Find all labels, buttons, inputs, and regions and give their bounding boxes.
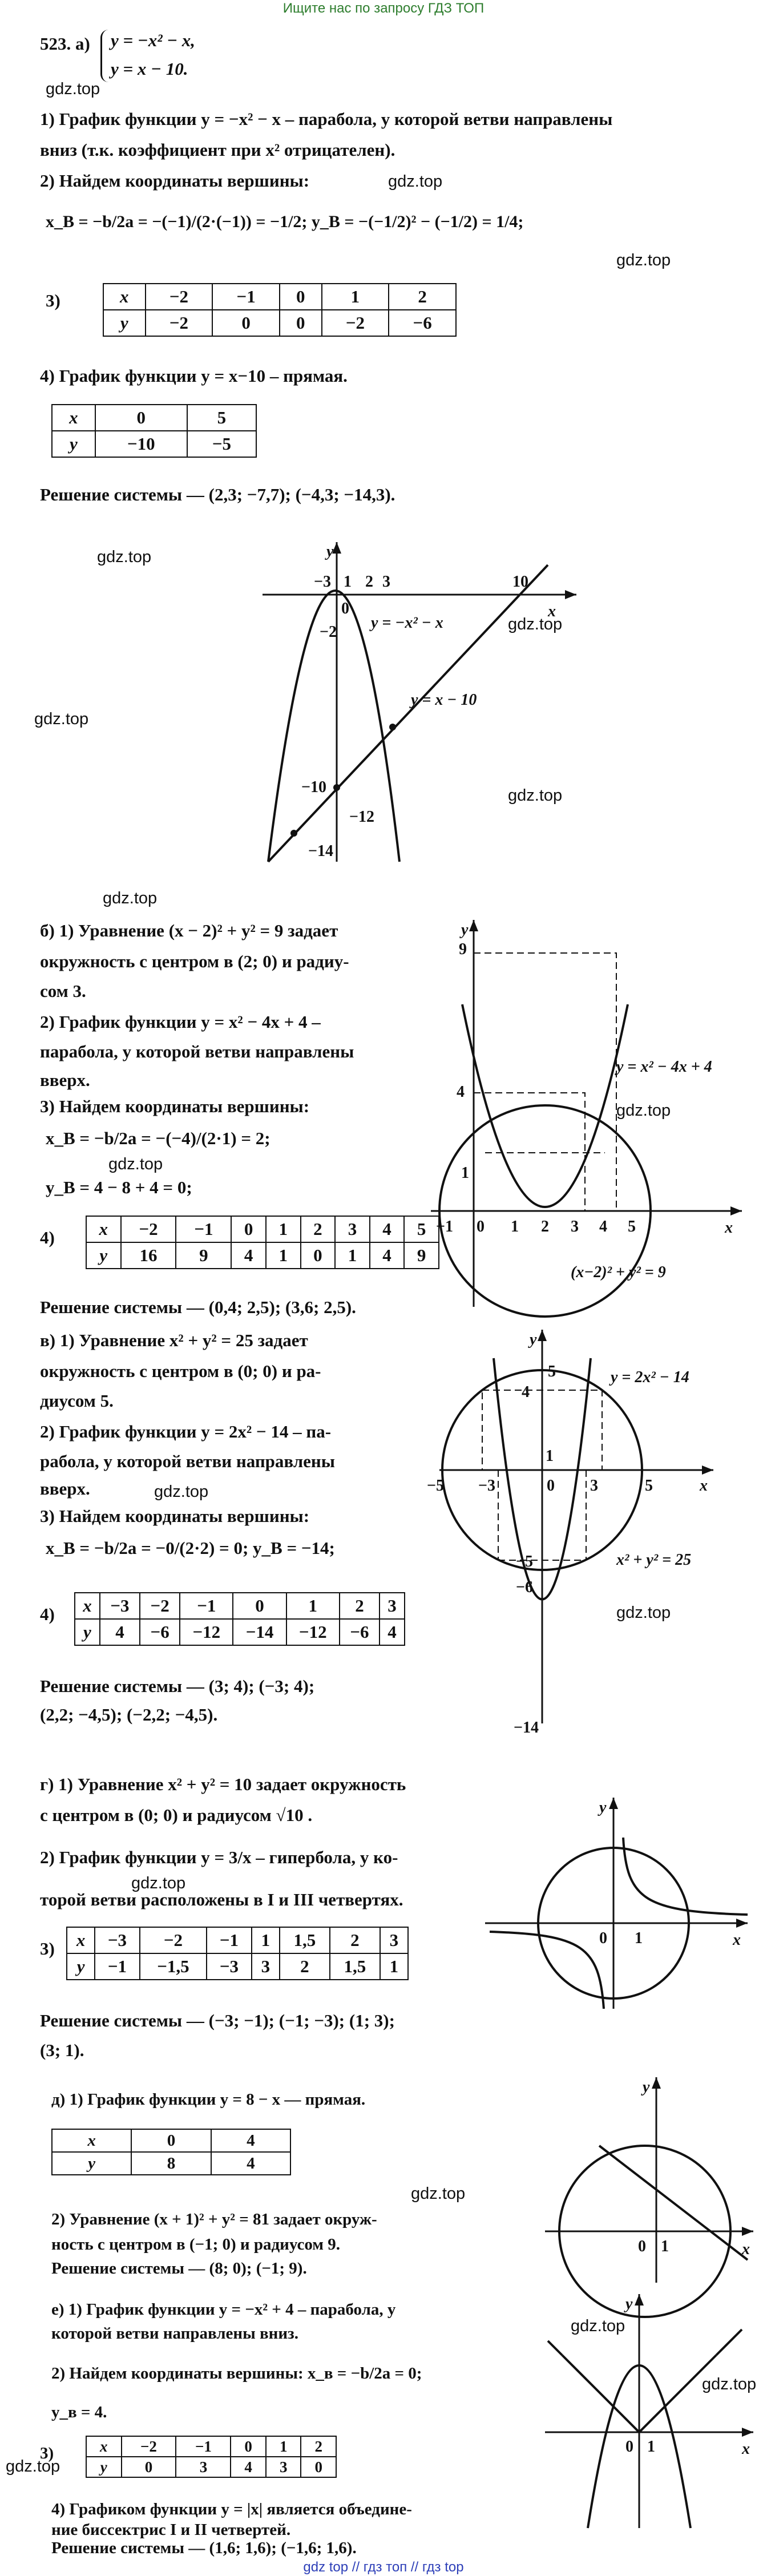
f-line-5: 4) Графиком функции y = |x| является объедине-: [51, 2500, 412, 2518]
table-cell: −6: [389, 310, 456, 336]
b-vertex-x: x_B = −b/2a = −(−4)/(2·1) = 2;: [46, 1128, 271, 1148]
table-cell: 4: [100, 1619, 140, 1645]
tick-label: 5: [645, 1477, 653, 1495]
table-cell: 1: [266, 2436, 301, 2457]
watermark: gdz.top: [508, 786, 563, 805]
watermark: gdz.top: [108, 1155, 163, 1173]
curve-label: y = x − 10: [411, 691, 477, 709]
tick-label: 4: [457, 1083, 465, 1101]
table-cell: 2: [301, 1216, 336, 1242]
b-answer: Решение системы — (0,4; 2,5); (3,6; 2,5).: [40, 1297, 356, 1317]
table-cell: 0: [95, 405, 187, 431]
d-answer-1: Решение системы — (−3; −1); (−1; −3); (1; 3);: [40, 2010, 395, 2030]
table-cell: 1: [266, 1242, 301, 1269]
y-axis-label: y: [530, 1331, 537, 1348]
x-axis-label: x: [742, 2440, 750, 2458]
tick-label: −10: [301, 778, 326, 796]
y-axis-label: y: [625, 2295, 633, 2313]
tick-label: 5: [548, 1363, 556, 1380]
problem-number: 523. а): [40, 34, 90, 54]
x-axis-label: x: [700, 1477, 708, 1495]
table-cell: −14: [233, 1619, 286, 1645]
table-cell: 9: [176, 1242, 231, 1269]
tick-label: −3: [314, 573, 331, 591]
d-line-3: 2) График функции y = 3/x – гипербола, у ко-: [40, 1847, 398, 1867]
tick-label: 3: [590, 1477, 598, 1495]
table-cell: 2: [330, 1927, 380, 1953]
system-eq-2: y = x − 10.: [111, 59, 188, 79]
table-cell: −10: [95, 431, 187, 457]
origin-label: 0: [341, 600, 349, 617]
watermark: gdz.top: [571, 2317, 625, 2335]
watermark: gdz.top: [508, 615, 563, 633]
tick-label: −5: [516, 1553, 533, 1570]
watermark: gdz.top: [131, 1874, 186, 1892]
table-cell: y: [103, 310, 146, 336]
f-line-1: е) 1) График функции y = −x² + 4 – парабола, у: [51, 2300, 396, 2319]
table-cell: −3: [100, 1593, 140, 1619]
f-line-4: y_в = 4.: [51, 2403, 107, 2421]
tick-label: −6: [516, 1578, 533, 1596]
table-cell: 0: [131, 2129, 211, 2152]
table-cell: 1: [335, 1242, 370, 1269]
table-cell: 0: [280, 310, 322, 336]
watermark: gdz.top: [411, 2185, 466, 2203]
b-line-7: 3) Найдем координаты вершины:: [40, 1096, 310, 1116]
table-cell: 2: [280, 1953, 330, 1980]
table-cell: 1,5: [330, 1953, 380, 1980]
table-cell: −1: [180, 1593, 233, 1619]
table-cell: x: [86, 1216, 121, 1242]
tick-label: −14: [308, 842, 333, 860]
x-axis-label: x: [548, 603, 556, 620]
c-answer-1: Решение системы — (3; 4); (−3; 4);: [40, 1676, 315, 1696]
table-cell: −6: [340, 1619, 380, 1645]
table-cell: −1: [212, 284, 280, 310]
tick-label: 4: [522, 1383, 530, 1401]
table-cell: 1: [322, 284, 389, 310]
table-cell: −3: [95, 1927, 140, 1953]
table-cell: −3: [207, 1953, 252, 1980]
table-cell: x: [67, 1927, 95, 1953]
table-cell: x: [103, 284, 146, 310]
abs-curve: [548, 2341, 562, 2355]
tick-label: 10: [512, 573, 528, 591]
b-line-4: 2) График функции y = x² − 4x + 4 –: [40, 1012, 321, 1032]
table-cell: 0: [231, 2436, 266, 2457]
tick-label: 1: [461, 1164, 469, 1182]
table-cell: y: [52, 2152, 131, 2175]
b-line-3: сом 3.: [40, 981, 86, 1001]
table-cell: 3: [266, 2457, 301, 2477]
d-step3: 3): [40, 1939, 55, 1959]
tick-label: 3: [382, 573, 390, 591]
watermark: gdz.top: [616, 1604, 671, 1622]
tick-label: 1: [661, 2238, 669, 2255]
tick-label: −14: [514, 1719, 539, 1737]
origin-label: 0: [599, 1929, 607, 1947]
curve-label: y = x² − 4x + 4: [616, 1058, 712, 1076]
watermark: gdz.top: [103, 889, 158, 907]
table-cell: 3: [252, 1953, 280, 1980]
table-cell: −2: [121, 1216, 176, 1242]
curve-label: x² + y² = 25: [616, 1551, 692, 1569]
table-cell: 5: [404, 1216, 439, 1242]
table-cell: −2: [322, 310, 389, 336]
table-cell: 1: [380, 1953, 408, 1980]
watermark: gdz.top: [34, 710, 89, 728]
b-line-1: б) 1) Уравнение (x − 2)² + y² = 9 задает: [40, 920, 338, 940]
table-cell: 1,5: [280, 1927, 330, 1953]
origin-label: 0: [638, 2238, 646, 2255]
table-cell: 2: [301, 2436, 336, 2457]
table-cell: 4: [231, 1242, 266, 1269]
a-step2: 2) Найдем координаты вершины:: [40, 171, 310, 191]
footer-link[interactable]: gdz top // гдз топ // гдз top: [303, 2559, 464, 2575]
table-cell: 4: [211, 2129, 290, 2152]
a-step1-line1: 1) График функции y = −x² − x – парабола, у которой ветви направлены: [40, 109, 613, 129]
table-cell: 3: [176, 2457, 231, 2477]
d-line-1: г) 1) Уравнение x² + y² = 10 задает окружность: [40, 1774, 406, 1794]
tick-label: 1: [546, 1447, 554, 1465]
b-line-2: окружность с центром в (2; 0) и радиу-: [40, 951, 349, 971]
table-cell: −2: [140, 1927, 207, 1953]
e-line-3: ность с центром в (−1; 0) и радиусом 9.: [51, 2235, 341, 2254]
table-cell: 2: [389, 284, 456, 310]
c-line-5: рабола, у которой ветви направлены: [40, 1451, 335, 1471]
table-cell: 3: [380, 1927, 408, 1953]
d-line-4: торой ветви расположены в I и III четвертях.: [40, 1889, 403, 1909]
x-axis-label: x: [742, 2240, 750, 2258]
tick-label: 9: [459, 940, 467, 958]
table-cell: 0: [280, 284, 322, 310]
x-axis-label: x: [733, 1931, 741, 1949]
origin-label: 0: [625, 2438, 633, 2456]
abs-curve: [716, 2329, 742, 2355]
tick-label: 1: [647, 2438, 655, 2456]
y-axis-label: y: [461, 921, 469, 939]
table-cell: −2: [146, 310, 213, 336]
e-line-2: 2) Уравнение (x + 1)² + y² = 81 задает окруж-: [51, 2210, 377, 2228]
watermark: gdz.top: [46, 80, 100, 98]
table-cell: −2: [122, 2436, 176, 2457]
tick-label: −12: [349, 808, 374, 826]
table-cell: 3: [380, 1593, 405, 1619]
c-step4: 4): [40, 1604, 55, 1624]
table-cell: 2: [340, 1593, 380, 1619]
d-answer-2: (3; 1).: [40, 2040, 84, 2060]
table-cell: x: [52, 2129, 131, 2152]
f-answer: Решение системы — (1,6; 1,6); (−1,6; 1,6).: [51, 2539, 357, 2557]
tick-label: −2: [320, 623, 337, 641]
a-answer: Решение системы — (2,3; −7,7); (−4,3; −14,3).: [40, 484, 395, 504]
tick-label: −1: [436, 1218, 453, 1235]
b-vertex-y: y_B = 4 − 8 + 4 = 0;: [46, 1177, 192, 1197]
y-axis-label: y: [643, 2078, 650, 2096]
f-step3: 3): [40, 2444, 54, 2462]
curve-label: y = 2x² − 14: [611, 1368, 689, 1386]
f-line-6: ние биссектрис I и II четвертей.: [51, 2521, 291, 2539]
f-line-2: которой ветви направлены вниз.: [51, 2324, 298, 2343]
table-cell: 9: [404, 1242, 439, 1269]
table-cell: −1: [207, 1927, 252, 1953]
table-cell: 0: [233, 1593, 286, 1619]
c-line-2: окружность с центром в (0; 0) и ра-: [40, 1361, 321, 1381]
x-axis-arrow: [742, 2428, 753, 2437]
table-cell: 3: [335, 1216, 370, 1242]
c-line-1: в) 1) Уравнение x² + y² = 25 задает: [40, 1330, 308, 1350]
table-cell: −2: [140, 1593, 180, 1619]
watermark: gdz.top: [154, 1483, 209, 1501]
f-line-3: 2) Найдем координаты вершины: x_в = −b/2a = 0;: [51, 2364, 422, 2383]
b-step4: 4): [40, 1228, 55, 1247]
b-line-6: вверх.: [40, 1070, 90, 1090]
tick-label: 1: [635, 1929, 643, 1947]
e-line-1: д) 1) График функции y = 8 − x — прямая.: [51, 2090, 366, 2109]
c-vertex: x_B = −b/2a = −0/(2·2) = 0; y_B = −14;: [46, 1538, 335, 1558]
table-cell: −2: [146, 284, 213, 310]
tick-label: 0: [477, 1218, 485, 1235]
tick-label: 5: [628, 1218, 636, 1235]
table-cell: 0: [231, 1216, 266, 1242]
curve-label: y = −x² − x: [371, 614, 443, 632]
table-cell: 16: [121, 1242, 176, 1269]
d-line-2: с центром в (0; 0) и радиусом √10 .: [40, 1805, 313, 1825]
curve-label: (x−2)² + y² = 9: [571, 1263, 666, 1281]
c-answer-2: (2,2; −4,5); (−2,2; −4,5).: [40, 1705, 218, 1725]
table-cell: 0: [301, 2457, 336, 2477]
table-cell: x: [75, 1593, 100, 1619]
e-answer: Решение системы — (8; 0); (−1; 9).: [51, 2259, 307, 2278]
tick-label: 2: [365, 573, 373, 591]
system-eq-1: y = −x² − x,: [111, 30, 196, 50]
table-cell: 0: [122, 2457, 176, 2477]
table-cell: −6: [140, 1619, 180, 1645]
table-cell: 1: [286, 1593, 340, 1619]
table-cell: y: [86, 2457, 122, 2477]
y-axis-label: y: [599, 1799, 607, 1816]
c-line-6: вверх.: [40, 1479, 90, 1499]
c-line-4: 2) График функции y = 2x² − 14 – па-: [40, 1422, 332, 1442]
c-line-7: 3) Найдем координаты вершины:: [40, 1506, 310, 1526]
table-cell: 4: [211, 2152, 290, 2175]
y-axis-arrow: [635, 2294, 644, 2306]
table-cell: 0: [212, 310, 280, 336]
table-cell: −1: [176, 1216, 231, 1242]
table-cell: −1: [95, 1953, 140, 1980]
watermark: gdz.top: [388, 172, 443, 191]
x-axis-label: x: [725, 1219, 733, 1237]
b-line-5: парабола, у которой ветви направлены: [40, 1041, 354, 1061]
watermark: gdz.top: [616, 1101, 671, 1120]
watermark: gdz.top: [97, 548, 152, 566]
tick-label: 3: [571, 1218, 579, 1235]
table-cell: −1,5: [140, 1953, 207, 1980]
table-cell: 0: [301, 1242, 336, 1269]
a-step4: 4) График функции y = x−10 – прямая.: [40, 366, 348, 386]
table-cell: 5: [187, 405, 256, 431]
table-cell: y: [86, 1242, 121, 1269]
c-line-3: диусом 5.: [40, 1391, 114, 1411]
a-vertex-formula: x_B = −b/2a = −(−1)/(2·(−1)) = −1/2; y_B = −(−1/2)² − (−1/2) = 1/4;: [46, 212, 524, 231]
tick-label: −5: [427, 1477, 444, 1495]
y-axis-label: y: [326, 543, 334, 560]
tick-label: 0: [547, 1477, 555, 1495]
table-cell: 8: [131, 2152, 211, 2175]
watermark: gdz.top: [702, 2375, 757, 2393]
table-cell: x: [86, 2436, 122, 2457]
table-cell: 4: [370, 1216, 405, 1242]
table-cell: 4: [380, 1619, 405, 1645]
table-cell: −12: [180, 1619, 233, 1645]
tick-label: 4: [599, 1218, 607, 1235]
a-step1-line2: вниз (т.к. коэффициент при x² отрицателен).: [40, 140, 395, 160]
tick-label: 2: [541, 1218, 549, 1235]
table-cell: −5: [187, 431, 256, 457]
tick-label: 1: [511, 1218, 519, 1235]
table-cell: y: [67, 1953, 95, 1980]
table-cell: y: [52, 431, 95, 457]
tick-label: 1: [344, 573, 352, 591]
watermark: gdz.top: [616, 251, 671, 269]
tick-label: −3: [478, 1477, 495, 1495]
table-cell: 4: [370, 1242, 405, 1269]
table-cell: 1: [252, 1927, 280, 1953]
table-cell: 1: [266, 1216, 301, 1242]
watermark: gdz.top: [6, 2457, 60, 2476]
table-cell: 4: [231, 2457, 266, 2477]
table-cell: −1: [176, 2436, 231, 2457]
header-link[interactable]: Ищите нас по запросу ГДЗ ТОП: [282, 1, 485, 16]
table-cell: −12: [286, 1619, 340, 1645]
table-cell: x: [52, 405, 95, 431]
a-step3: 3): [46, 290, 60, 310]
table-cell: y: [75, 1619, 100, 1645]
